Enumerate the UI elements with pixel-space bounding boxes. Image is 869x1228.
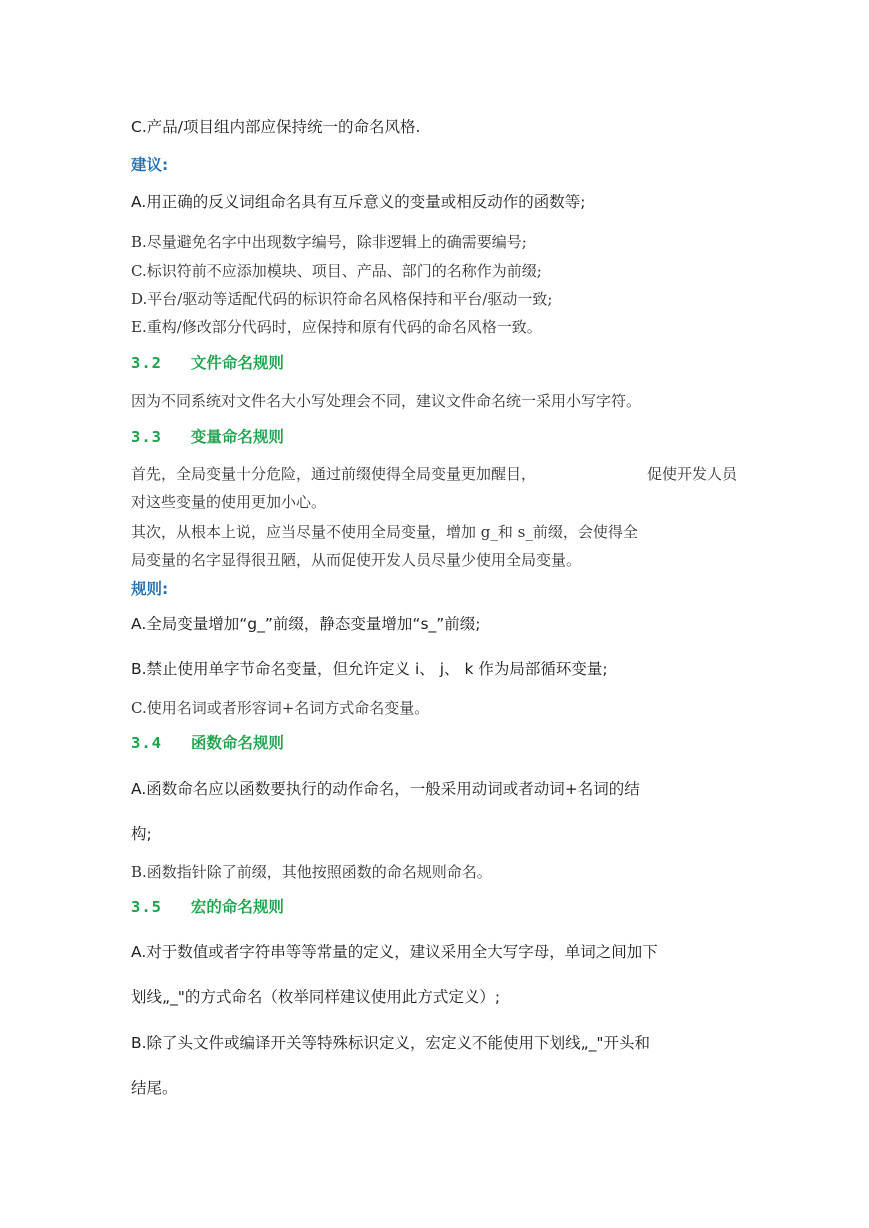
section-3-4-heading [131,733,284,753]
para-segment: 首先，全局变量十分危险，通过前缀使得全局变量更加醒目， [131,465,537,483]
section-title: 变量命名规则 [190,428,284,446]
suggestion-e-text: E.重构/修改部分代码时，应保持和原有代码的命名风格一致。 [131,318,542,336]
para-segment: 促使开发人员 [646,465,737,483]
macro-rule-a-line-2: 划线„_"的方式命名（枚举同样建议使用此方式定义）; [131,988,501,1006]
variable-para-line-1 [131,464,737,484]
rule-b-text: B.禁止使用单字节命名变量，但允许定义 i、 j、 k 作为局部循环变量; [131,660,608,678]
rule-c-text: C.产品/项目组内部应保持统一的命名风格. [131,118,421,136]
rule-a-text: A.全局变量增加“g_”前缀，静态变量增加“s_”前缀; [131,615,481,633]
section-number: 3.3 [131,428,162,446]
section-title: 宏的命名规则 [190,898,284,916]
variable-para-line-3: 其次，从根本上说，应当尽量不使用全局变量，增加 g_和 s_前缀，会使得全 [131,523,638,541]
section-title: 文件命名规则 [190,354,284,372]
macro-rule-a-line-1: A.对于数值或者字符串等等常量的定义，建议采用全大写字母，单词之间加下 [131,943,658,961]
section-number: 3.5 [131,898,162,916]
section-3-2-heading [131,353,284,373]
suggestion-heading: 建议: [131,156,169,174]
function-rule-b-text: B.函数指针除了前缀，其他按照函数的命名规则命名。 [131,863,492,881]
section-title: 函数命名规则 [190,734,284,752]
suggestion-c-text: C.标识符前不应添加模块、项目、产品、部门的名称作为前缀; [131,262,542,280]
section-number: 3.4 [131,734,162,752]
macro-rule-b-line-2: 结尾。 [131,1079,178,1097]
suggestion-d-text: D.平台/驱动等适配代码的标识符命名风格保持和平台/驱动一致; [131,290,553,308]
variable-para-line-2: 对这些变量的使用更加小心。 [131,493,327,511]
section-3-5-heading [131,897,284,917]
suggestion-b-text: B.尽量避免名字中出现数字编号，除非逻辑上的确需要编号; [131,233,527,251]
section-number: 3.2 [131,354,162,372]
section-3-3-heading [131,427,284,447]
variable-para-line-4: 局变量的名字显得很丑陋，从而促使开发人员尽量少使用全局变量。 [131,551,582,569]
function-rule-a-line-2: 构; [131,825,152,843]
macro-rule-b-line-1: B.除了头文件或编译开关等特殊标识定义，宏定义不能使用下划线„_"开头和 [131,1034,650,1052]
rules-heading: 规则: [131,580,169,598]
file-naming-text: 因为不同系统对文件名大小写处理会不同，建议文件命名统一采用小写字符。 [131,392,642,410]
rule-c-variable-text: C.使用名词或者形容词+名词方式命名变量。 [131,699,430,717]
function-rule-a-line-1: A.函数命名应以函数要执行的动作命名，一般采用动词或者动词+名词的结 [131,780,640,798]
suggestion-a-text: A.用正确的反义词组命名具有互斥意义的变量或相反动作的函数等; [131,193,586,211]
